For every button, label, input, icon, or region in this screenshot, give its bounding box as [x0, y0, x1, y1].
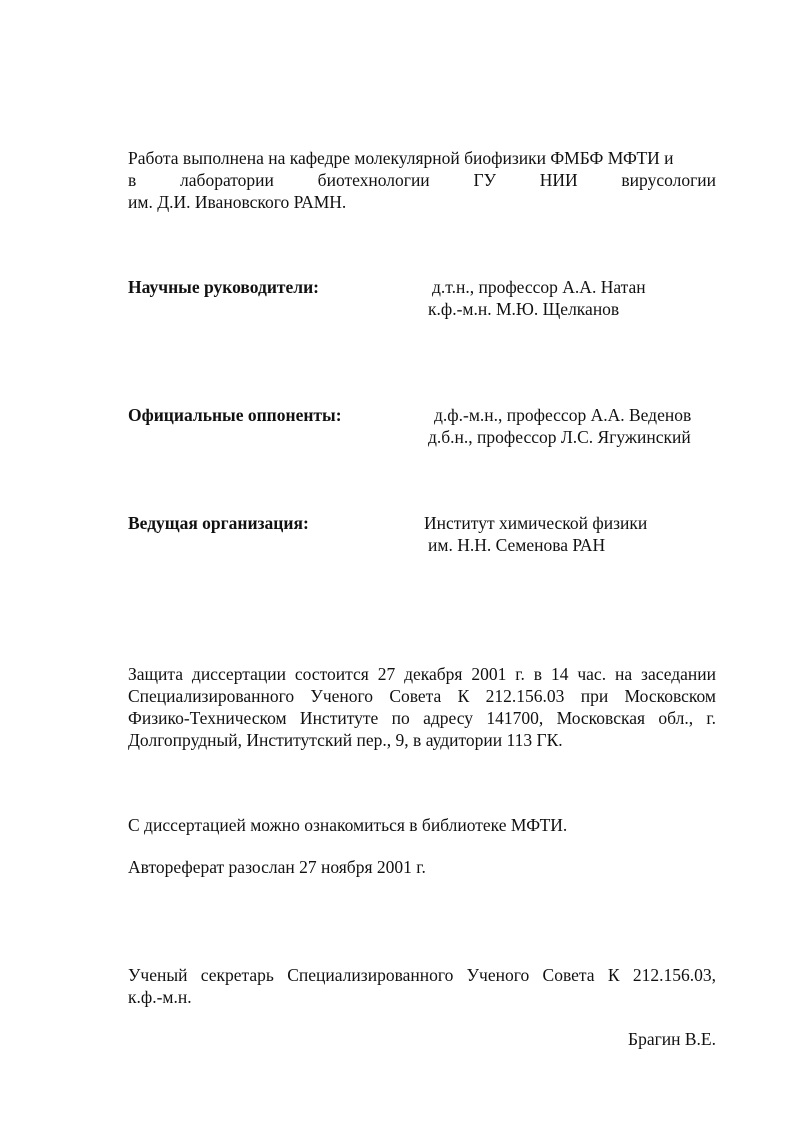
defense-line-4: Долгопрудный, Институтский пер., 9, в аудитории 113 ГК. — [128, 730, 563, 750]
secretary-line-2: к.ф.-м.н. — [128, 987, 192, 1007]
supervisors-label: Научные руководители: — [128, 277, 320, 297]
leading-org-line-2: им. Н.Н. Семенова РАН — [428, 535, 606, 555]
opponent-2: д.б.н., профессор Л.С. Ягужинский — [428, 427, 691, 447]
secretary-block — [128, 964, 716, 1008]
library-note: С диссертацией можно ознакомиться в библиотеке МФТИ. — [128, 815, 568, 835]
intro-paragraph — [128, 147, 716, 213]
defense-line-1: Защита диссертации состоится 27 декабря 2001 г. в 14 час. на заседании — [128, 664, 716, 684]
supervisor-1: д.т.н., профессор А.А. Натан — [432, 277, 646, 297]
intro-line-3: им. Д.И. Ивановского РАМН. — [128, 192, 347, 212]
sent-note: Автореферат разослан 27 ноября 2001 г. — [128, 857, 426, 877]
leading-org-label: Ведущая организация: — [128, 513, 309, 533]
intro-line-2-text: в лаборатории биотехнологии ГУ НИИ вирусологии — [128, 170, 716, 190]
defense-line-2: Специализированного Ученого Совета К 212.156.03 при Московском — [128, 686, 716, 706]
opponents-label: Официальные оппоненты: — [128, 405, 342, 425]
secretary-line-1: Ученый секретарь Специализированного Ученого Совета К 212.156.03, — [128, 965, 716, 985]
supervisor-2: к.ф.-м.н. М.Ю. Щелканов — [428, 299, 620, 319]
defense-paragraph — [128, 663, 716, 751]
intro-line-1: Работа выполнена на кафедре молекулярной биофизики ФМБФ МФТИ и — [128, 148, 674, 168]
intro-line-2 — [128, 169, 716, 191]
defense-line-3: Физико-Техническом Институте по адресу 141700, Московская обл., г. — [128, 708, 716, 728]
leading-org-line-1: Институт химической физики — [424, 513, 648, 533]
secretary-signature-name: Брагин В.Е. — [628, 1029, 716, 1049]
opponent-1: д.ф.-м.н., профессор А.А. Веденов — [434, 405, 692, 425]
